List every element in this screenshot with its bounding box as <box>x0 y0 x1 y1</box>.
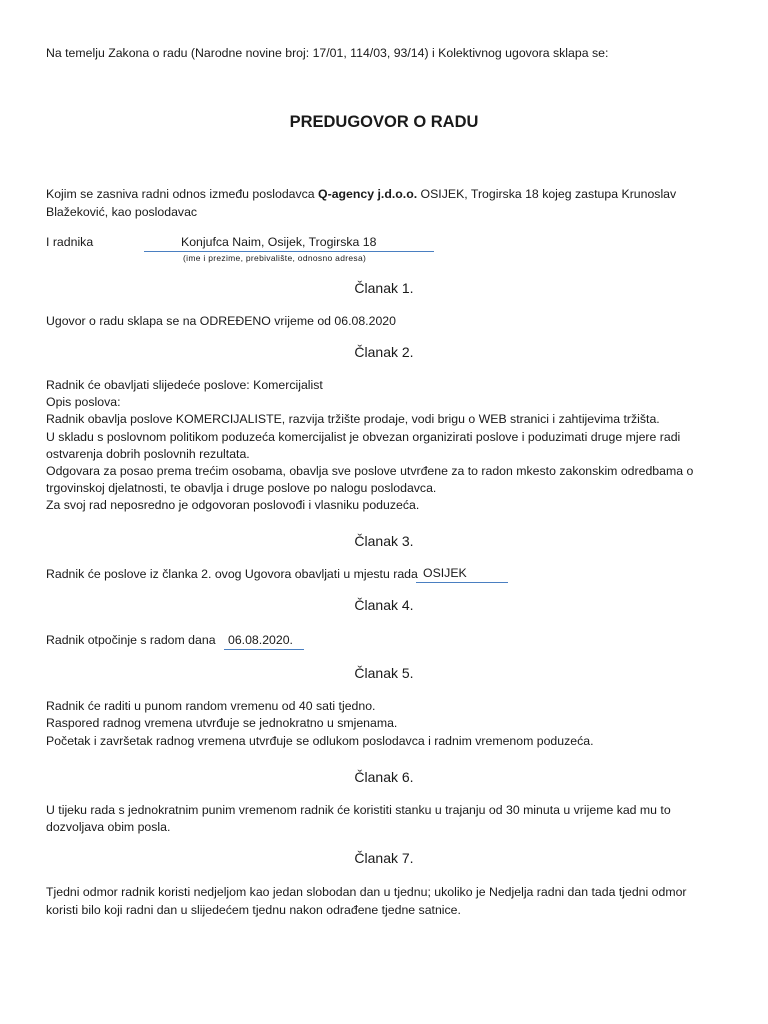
article-5-line: Početak i završetak radnog vremena utvrđuje se odlukom poslodavca i radnim vremenom poduzeća. <box>46 734 594 748</box>
article-2-line: trgovinskoj djelatnosti, te obavlja i druge poslove po nalogu poslodavca. <box>46 481 437 495</box>
article-7-line: Tjedni odmor radnik koristi nedjeljom kao jedan slobodan dan u tjednu; ukoliko je Nedjelja radni dan tada tjedni odmor <box>46 885 687 899</box>
start-date-field: 06.08.2020. <box>224 632 304 650</box>
employee-field-caption: (ime i prezime, prebivalište, odnosno adresa) <box>183 253 367 263</box>
article-6-line: dozvoljava obim posla. <box>46 820 171 834</box>
article-3-heading: Članak 3. <box>354 533 414 549</box>
article-2-line: Opis poslova: <box>46 395 121 409</box>
article-1-heading: Članak 1. <box>354 280 414 296</box>
article-2-heading: Članak 2. <box>354 344 414 360</box>
employee-field: Konjufca Naim, Osijek, Trogirska 18 <box>144 234 434 252</box>
article-5-heading: Članak 5. <box>354 665 414 681</box>
article-6-line: U tijeku rada s jednokratnim punim vremenom radnik će koristiti stanku u trajanju od 30 minuta u vrijeme kad mu to <box>46 803 671 817</box>
employer-suffix: OSIJEK, Trogirska 18 kojeg zastupa Krunoslav <box>417 187 677 201</box>
article-2-line: ostvarenja dobrih poslovnih rezultata. <box>46 447 250 461</box>
article-5-line: Raspored radnog vremena utvrđuje se jednokratno u smjenama. <box>46 716 398 730</box>
article-2-line: U skladu s poslovnom politikom poduzeća komercijalist je obvezan organizirati poslove i poduzimati druge mjere radi <box>46 430 681 444</box>
employer-prefix: Kojim se zasniva radni odnos između poslodavca <box>46 187 319 201</box>
employer-paragraph-line2: Blažeković, kao poslodavac <box>46 205 198 219</box>
employer-paragraph-line1 <box>46 186 676 203</box>
article-2-line: Za svoj rad neposredno je odgovoran poslovođi i vlasniku poduzeća. <box>46 498 420 512</box>
article-3-text: Radnik će poslove iz članka 2. ovog Ugovora obavljati u mjestu rada <box>46 567 418 581</box>
article-2-line: Radnik obavlja poslove KOMERCIJALISTE, razvija tržište prodaje, vodi brigu o WEB stranici i zahtijevima tržišta. <box>46 412 660 426</box>
employee-label: I radnika <box>46 235 94 249</box>
work-location-field: OSIJEK <box>416 565 508 583</box>
article-5-line: Radnik će raditi u punom random vremenu od 40 sati tjedno. <box>46 699 376 713</box>
document-title: PREDUGOVOR O RADU <box>289 113 479 131</box>
employer-company-name: Q-agency j.d.o.o. <box>318 187 418 201</box>
article-4-text: Radnik otpočinje s radom dana <box>46 633 216 647</box>
intro-paragraph: Na temelju Zakona o radu (Narodne novine broj: 17/01, 114/03, 93/14) i Kolektivnog ugovora sklapa se: <box>46 46 609 60</box>
article-2-line: Radnik će obavljati slijedeće poslove: Komercijalist <box>46 378 323 392</box>
article-7-line: koristi bilo koji radni dan u slijedećem tjednu nakon odrađene tjedne satnice. <box>46 903 461 917</box>
article-4-heading: Članak 4. <box>354 597 414 613</box>
article-6-heading: Članak 6. <box>354 769 414 785</box>
article-1-text: Ugovor o radu sklapa se na ODREĐENO vrijeme od 06.08.2020 <box>46 314 396 328</box>
article-7-heading: Članak 7. <box>354 850 414 866</box>
article-2-line: Odgovara za posao prema trećim osobama, obavlja sve poslove utvrđene za to radon mkesto zakonskim odredbama o <box>46 464 694 478</box>
